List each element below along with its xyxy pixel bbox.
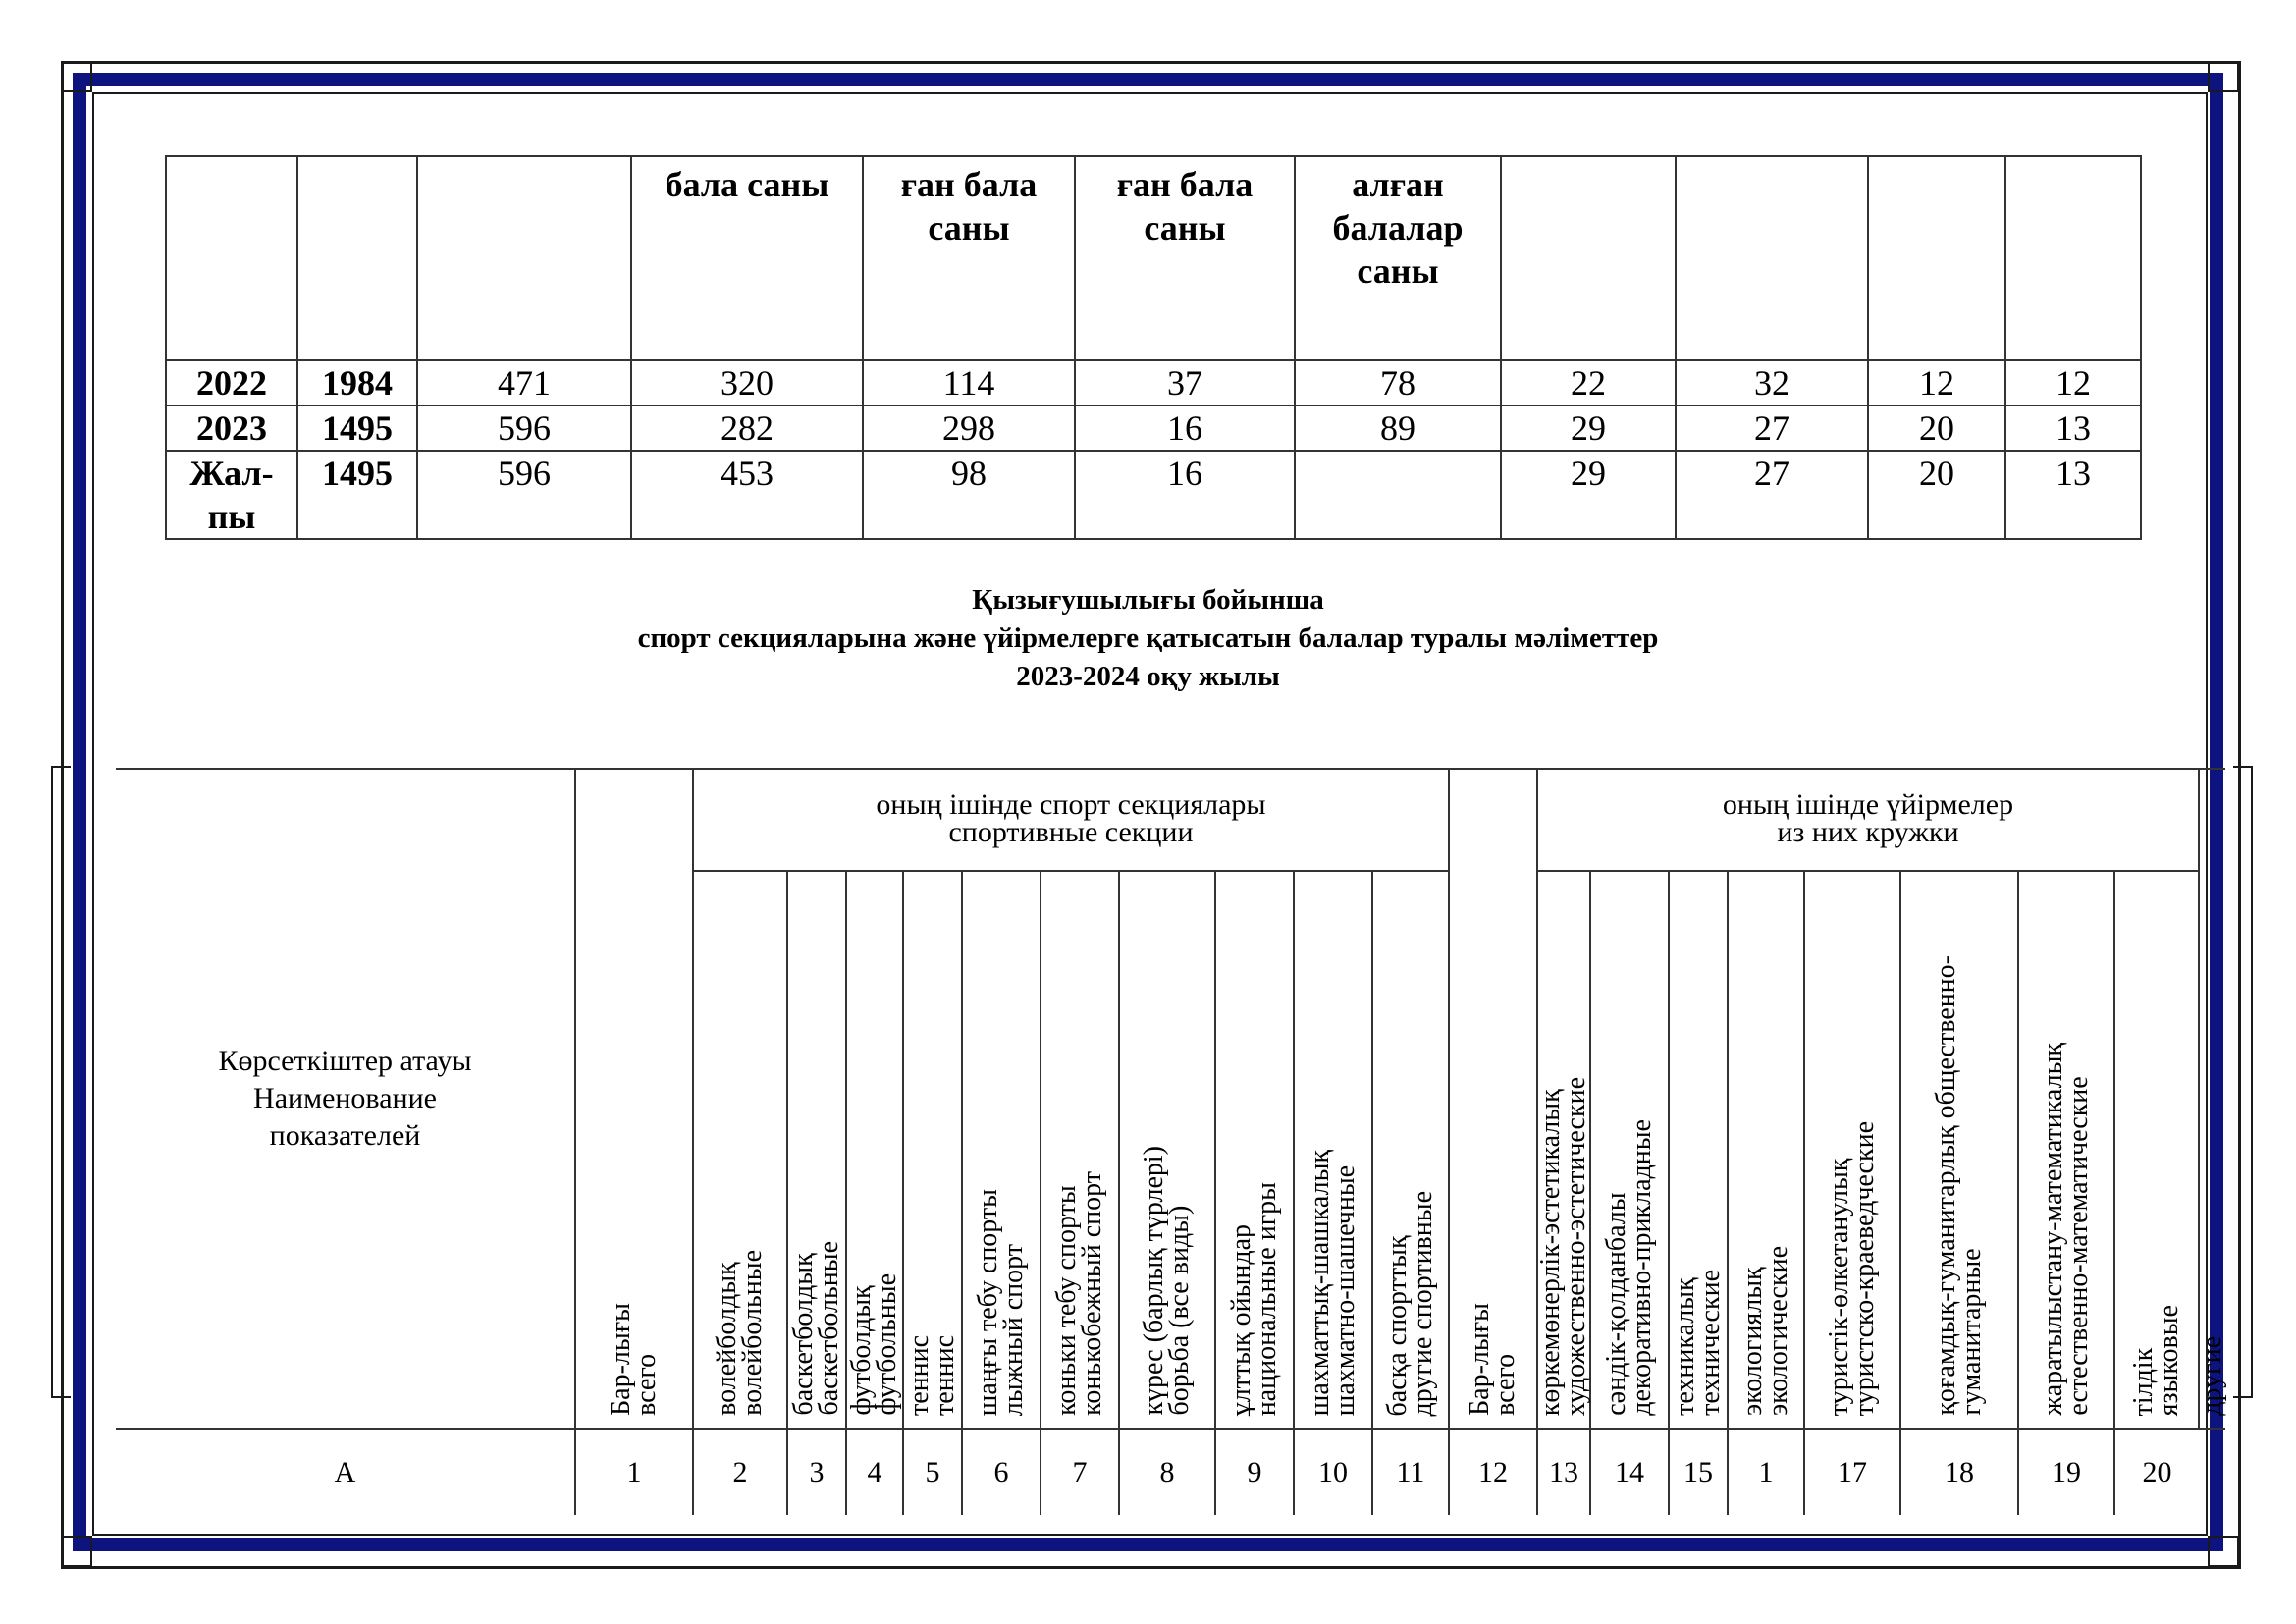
club-header: туристік-өлкетанулық туристско-краеведческие	[1804, 871, 1900, 1429]
table-cell: 16	[1075, 406, 1295, 451]
column-number: 1	[575, 1429, 693, 1515]
column-number: 8	[1119, 1429, 1215, 1515]
column-number: 2	[693, 1429, 787, 1515]
column-number: 18	[1900, 1429, 2018, 1515]
column-number: 12	[1449, 1429, 1537, 1515]
section-subtitle: спорт секцияларына және үйірмелерге қатысатын балалар туралы мәліметтер	[637, 623, 1659, 654]
table-cell: 37	[1075, 360, 1295, 406]
table-cell: 78	[1295, 360, 1501, 406]
sport-header: волейболдық волейбольные	[693, 871, 787, 1429]
club-header: техникалық технические	[1669, 871, 1728, 1429]
column-number: 9	[1215, 1429, 1294, 1515]
header-cell	[1676, 156, 1868, 360]
column-number: 3	[787, 1429, 846, 1515]
total-header	[575, 769, 693, 1429]
table-cell: 596	[417, 451, 631, 539]
column-number: 15	[1669, 1429, 1728, 1515]
table-cell: 471	[417, 360, 631, 406]
vertical-label: другие	[2197, 1336, 2227, 1416]
sport-header: шаңғы тебу спорты лыжный спорт	[962, 871, 1041, 1429]
total-header	[1449, 769, 1537, 1429]
academic-year: 2023-2024 оқу жылы	[1016, 661, 1280, 692]
header-label-kz: Көрсеткіштер атауы	[218, 1045, 472, 1077]
header-label-ru: Наименование	[253, 1082, 437, 1114]
others-header	[2199, 769, 2225, 1429]
table-cell: 32	[1676, 360, 1868, 406]
table-cell: 20	[1868, 451, 2005, 539]
table-row-total	[166, 451, 2141, 539]
column-number: 14	[1590, 1429, 1669, 1515]
clubs-group-header: оның ішінде үйірмелер из них кружки	[1537, 769, 2199, 871]
sport-header: теннис теннис	[903, 871, 962, 1429]
club-header: қоғамдық-гуманитарлық общественно- гуманитарные	[1900, 871, 2018, 1429]
table-cell: 114	[863, 360, 1075, 406]
table-cell: 13	[2005, 451, 2141, 539]
column-number: 6	[962, 1429, 1041, 1515]
table-row	[166, 406, 2141, 451]
table-cell: 596	[417, 406, 631, 451]
year-cell: 2023	[166, 406, 297, 451]
table-cell: 16	[1075, 451, 1295, 539]
header-cell	[2005, 156, 2141, 360]
vertical-label: Бар-лығы всего	[606, 1303, 662, 1416]
frame-corner	[61, 61, 92, 92]
table-cell: 29	[1501, 451, 1676, 539]
table-row	[166, 360, 2141, 406]
column-number: 13	[1537, 1429, 1590, 1515]
year-cell: 2022	[166, 360, 297, 406]
header-cell	[297, 156, 417, 360]
table-cell: 12	[2005, 360, 2141, 406]
table-cell: 12	[1868, 360, 2005, 406]
table-cell: 20	[1868, 406, 2005, 451]
table-cell: 22	[1501, 360, 1676, 406]
column-number: 11	[1372, 1429, 1449, 1515]
header-cell	[1868, 156, 2005, 360]
sport-header: ұлттық ойындар национальные игры	[1215, 871, 1294, 1429]
column-number: 10	[1294, 1429, 1372, 1515]
sport-header: шахматтық-шашкалық шахматно-шашечные	[1294, 871, 1372, 1429]
sport-header: күрес (барлық түрлері) борьба (все виды)	[1119, 871, 1215, 1429]
table-cell: 27	[1676, 451, 1868, 539]
table-cell: 27	[1676, 406, 1868, 451]
table-cell: 1495	[297, 406, 417, 451]
club-header: сәндік-қолданбалы декоративно-прикладные	[1590, 871, 1669, 1429]
vertical-label: Бар-лығы всего	[1465, 1303, 1521, 1416]
column-number: 4	[846, 1429, 903, 1515]
header-cell: алған балалар саны	[1295, 156, 1501, 360]
table-cell: 98	[863, 451, 1075, 539]
club-header: экологиялық экологические	[1728, 871, 1804, 1429]
indicator-name-header	[116, 769, 575, 1429]
clubs-sections-table	[116, 768, 2225, 1515]
sports-group-header: оның ішінде спорт секциялары спортивные секции	[693, 769, 1449, 871]
header-label-ru: показателей	[269, 1119, 421, 1152]
header-cell	[1501, 156, 1676, 360]
header-cell: ған бала саны	[1075, 156, 1295, 360]
column-number: 19	[2018, 1429, 2114, 1515]
table-header-row	[166, 156, 2141, 360]
column-number: А	[116, 1429, 575, 1515]
table-cell: 29	[1501, 406, 1676, 451]
sport-header: басқа спорттық другие спортивные	[1372, 871, 1449, 1429]
club-header: тілдік языковые	[2114, 871, 2199, 1429]
frame-side-tab	[2233, 766, 2253, 1398]
sport-header: баскетболдық баскетбольные	[787, 871, 846, 1429]
table-cell: 1984	[297, 360, 417, 406]
statistics-table	[165, 155, 2142, 540]
frame-side-tab	[51, 766, 71, 1398]
table-cell: 13	[2005, 406, 2141, 451]
column-number-row	[116, 1429, 2225, 1515]
table-cell: 320	[631, 360, 863, 406]
section-title: Қызығушылығы бойынша	[972, 584, 1324, 616]
table-cell	[1295, 451, 1501, 539]
column-number: 17	[1804, 1429, 1900, 1515]
table-cell: 89	[1295, 406, 1501, 451]
year-cell: Жал-пы	[166, 451, 297, 539]
column-number: 5	[903, 1429, 962, 1515]
table-cell: 282	[631, 406, 863, 451]
table-cell: 1495	[297, 451, 417, 539]
frame-corner	[2208, 1536, 2239, 1567]
club-header: көркемөнерлік-эстетикалық художественно-эстетические	[1537, 871, 1590, 1429]
column-number: 7	[1041, 1429, 1119, 1515]
frame-corner	[61, 1536, 92, 1567]
column-number: 20	[2114, 1429, 2199, 1515]
header-cell: ған бала саны	[863, 156, 1075, 360]
header-cell	[166, 156, 297, 360]
club-header: жаратылыстану-математикалық естественно-математические	[2018, 871, 2114, 1429]
table-header-row	[116, 769, 2225, 871]
column-number: 1	[1728, 1429, 1804, 1515]
table-cell: 298	[863, 406, 1075, 451]
table-cell: 453	[631, 451, 863, 539]
frame-corner	[2208, 61, 2239, 92]
header-cell	[417, 156, 631, 360]
sport-header: коньки тебу спорты конькобежный спорт	[1041, 871, 1119, 1429]
sport-header: футболдық футбольные	[846, 871, 903, 1429]
header-cell: бала саны	[631, 156, 863, 360]
